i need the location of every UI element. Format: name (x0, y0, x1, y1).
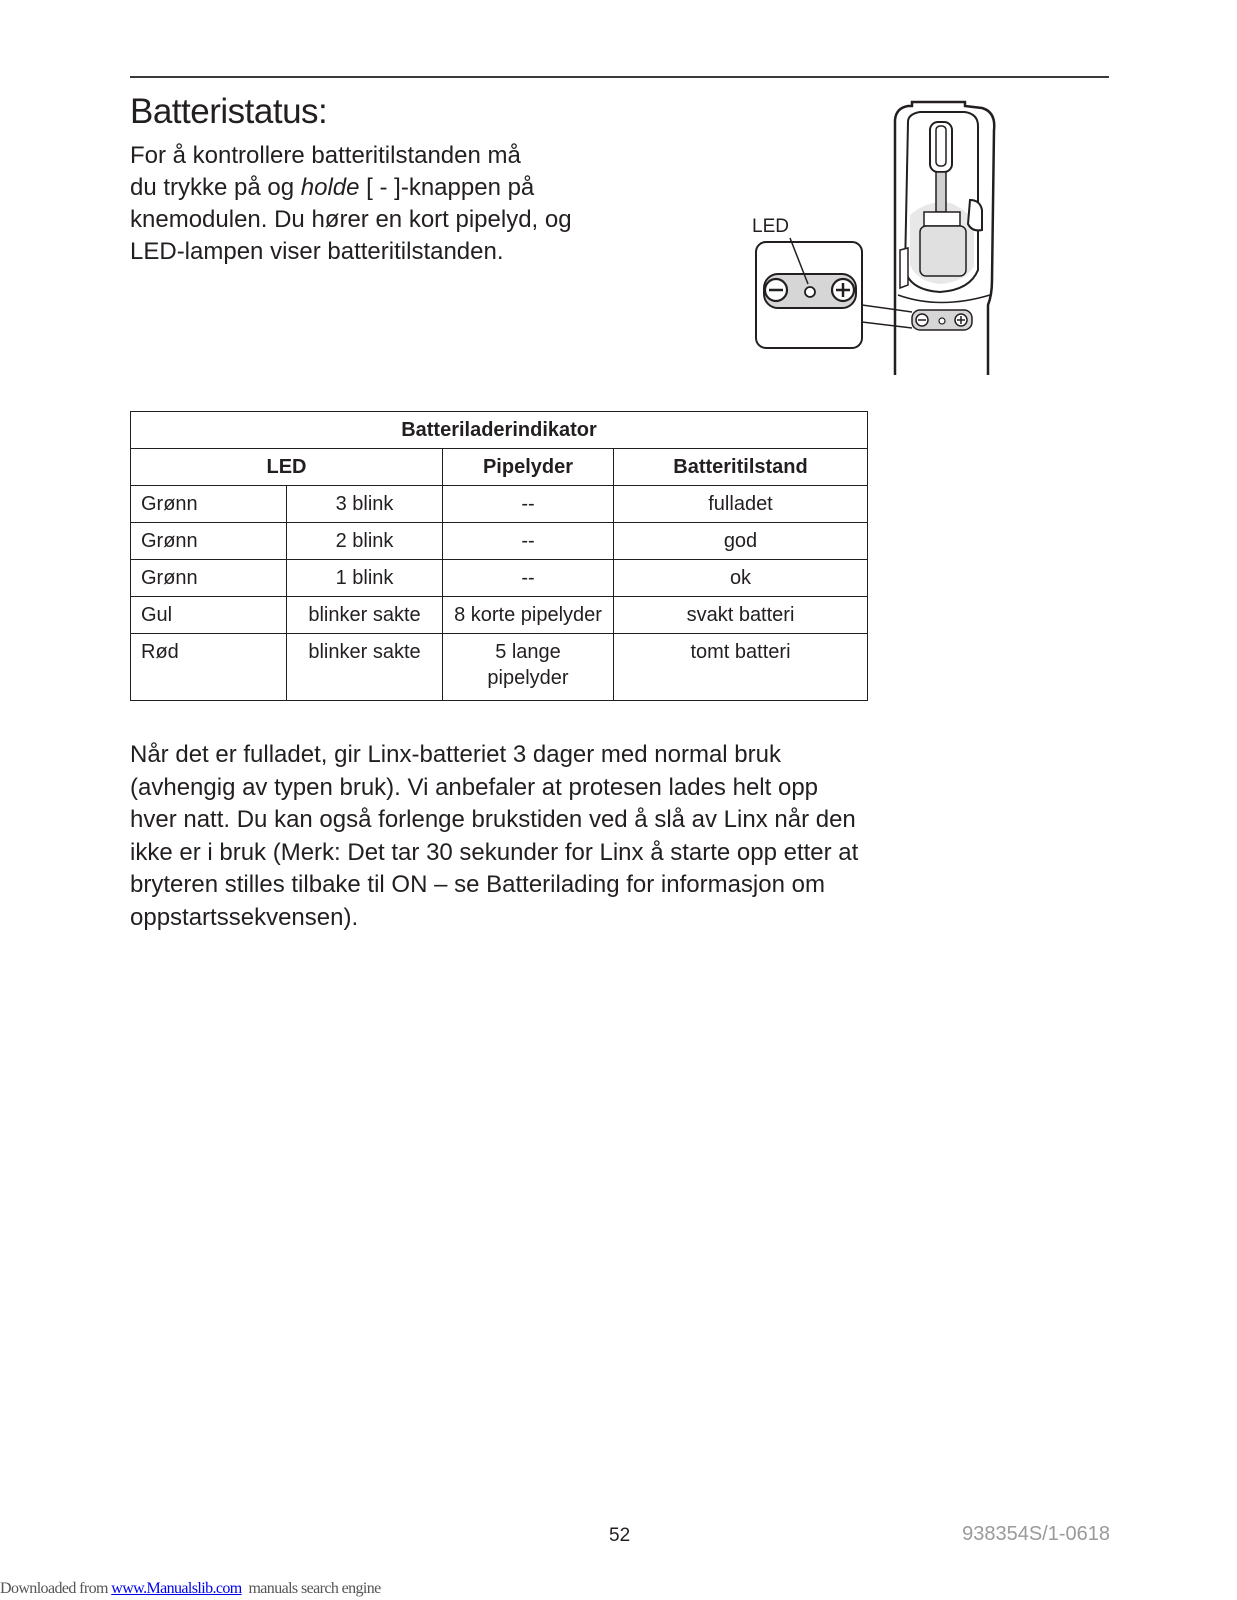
manualslib-link[interactable]: www.Manualslib.com (111, 1580, 242, 1597)
top-rule (130, 76, 1109, 78)
knee-module-illustration (752, 100, 1040, 390)
table-row: Rød blinker sakte 5 lange pipelyder tomt batteri (131, 634, 868, 701)
header-led: LED (131, 449, 443, 486)
table-row: Grønn 1 blink -- ok (131, 560, 868, 597)
led-label: LED (752, 216, 789, 237)
page-title: Batteristatus: (130, 92, 328, 131)
document-code: 938354S/1-0618 (962, 1523, 1110, 1545)
footer-credit: Downloaded from www.Manualslib.com manuals search engine (0, 1580, 381, 1597)
header-state: Batteritilstand (614, 449, 868, 486)
table-row: Gul blinker sakte 8 korte pipelyder svakt batteri (131, 597, 868, 634)
table-row: Grønn 3 blink -- fulladet (131, 486, 868, 523)
battery-indicator-table (130, 411, 868, 701)
body-paragraph: Når det er fulladet, gir Linx-batteriet 3 dager med normal bruk (avhengig av typen bruk). Vi anbefaler at protesen lades helt opp hver natt. Du kan også forlenge brukstiden ved å slå av Linx når den ikke er i bruk (Merk: Det tar 30 sekunder for Linx å starte opp etter at bryteren stilles tilbake til ON – se Batterilading for informasjon om oppstartssekvensen). (130, 741, 859, 931)
table-row: Grønn 2 blink -- god (131, 523, 868, 560)
table-title: Batteriladerindikator (131, 412, 868, 449)
header-beeps: Pipelyder (443, 449, 614, 486)
intro-paragraph: For å kontrollere batteritilstanden må du trykke på og holde [ - ]-knappen på knemodulen. Du hører en kort pipelyd, og LED-lampen viser batteritilstanden. (130, 142, 572, 265)
page-number: 52 (609, 1525, 631, 1546)
